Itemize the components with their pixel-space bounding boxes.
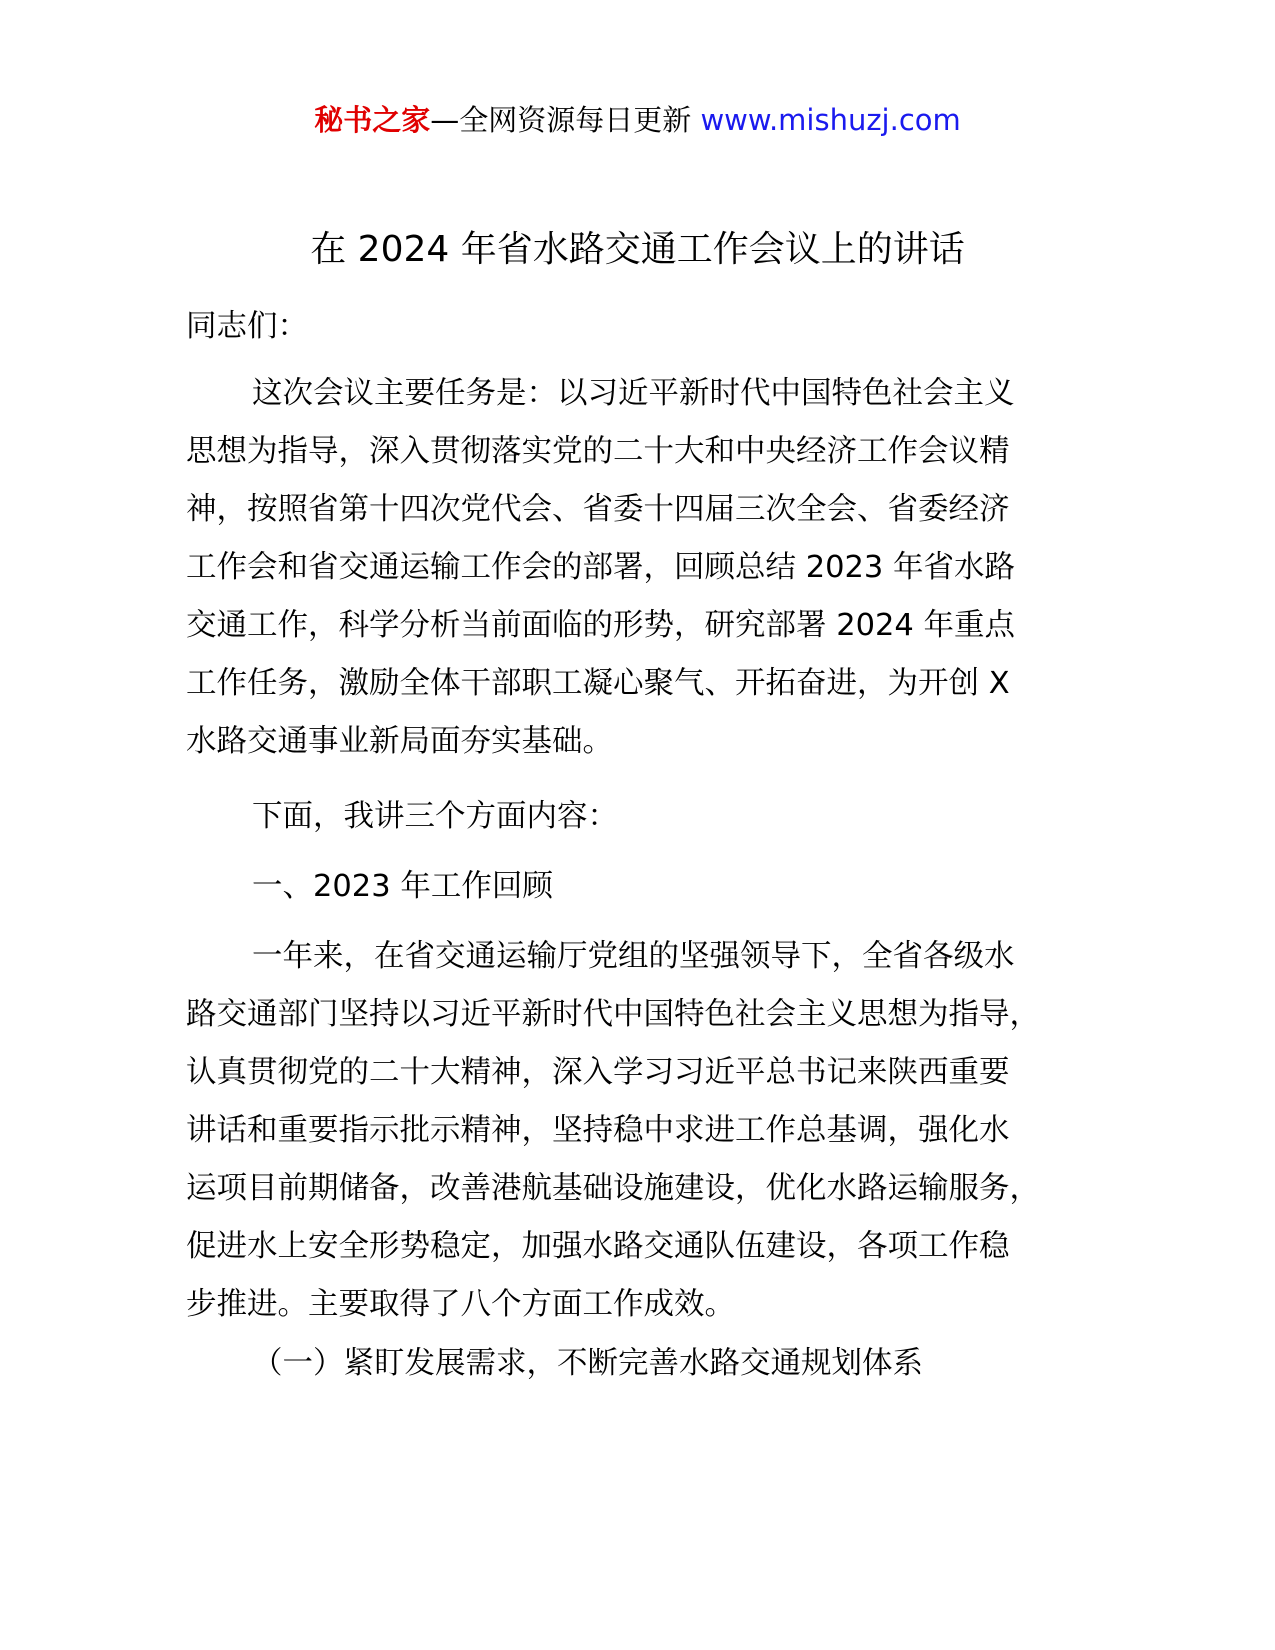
paragraph-line: 思想为指导，深入贯彻落实党的二十大和中央经济工作会议精 [186,434,1010,469]
paragraph-line: 路交通部门坚持以习近平新时代中国特色社会主义思想为指导， [186,997,1040,1032]
subsection-heading: （一）紧盯发展需求，不断完善水路交通规划体系 [252,1346,923,1381]
paragraph-line: 一年来，在省交通运输厅党组的坚强领导下，全省各级水 [252,939,1015,974]
section-heading: 一、2023 年工作回顾 [252,869,553,904]
paragraph-line: 认真贯彻党的二十大精神，深入学习习近平总书记来陕西重要 [186,1055,1010,1090]
header-tagline: —全网资源每日更新 [430,103,701,137]
paragraph-intro [186,365,1106,771]
paragraph-line: 运项目前期储备，改善港航基础设施建设，优化水路运输服务， [186,1171,1040,1206]
document-title: 在 2024 年省水路交通工作会议上的讲话 [310,229,965,270]
paragraph-line: 促进水上安全形势稳定，加强水路交通队伍建设，各项工作稳 [186,1229,1010,1264]
paragraph-line: 神，按照省第十四次党代会、省委十四届三次全会、省委经济 [186,492,1010,527]
paragraph-line: 工作任务，激励全体干部职工凝心聚气、开拓奋进，为开创 X [186,666,1010,701]
site-header [0,98,1275,142]
paragraph-line: 这次会议主要任务是：以习近平新时代中国特色社会主义 [252,376,1015,411]
paragraph-line: 水路交通事业新局面夯实基础。 [186,724,613,759]
paragraph-line: 交通工作，科学分析当前面临的形势，研究部署 2024 年重点 [186,608,1016,643]
brand-name: 秘书之家 [314,103,431,137]
paragraph-review [186,928,1106,1334]
site-url-link[interactable]: www.mishuzj.com [700,103,961,137]
paragraph-outline: 下面，我讲三个方面内容： [252,799,618,834]
salutation: 同志们： [186,309,308,344]
paragraph-line: 步推进。主要取得了八个方面工作成效。 [186,1287,735,1322]
paragraph-line: 工作会和省交通运输工作会的部署，回顾总结 2023 年省水路 [186,550,1016,585]
paragraph-line: 讲话和重要指示批示精神，坚持稳中求进工作总基调，强化水 [186,1113,1010,1148]
